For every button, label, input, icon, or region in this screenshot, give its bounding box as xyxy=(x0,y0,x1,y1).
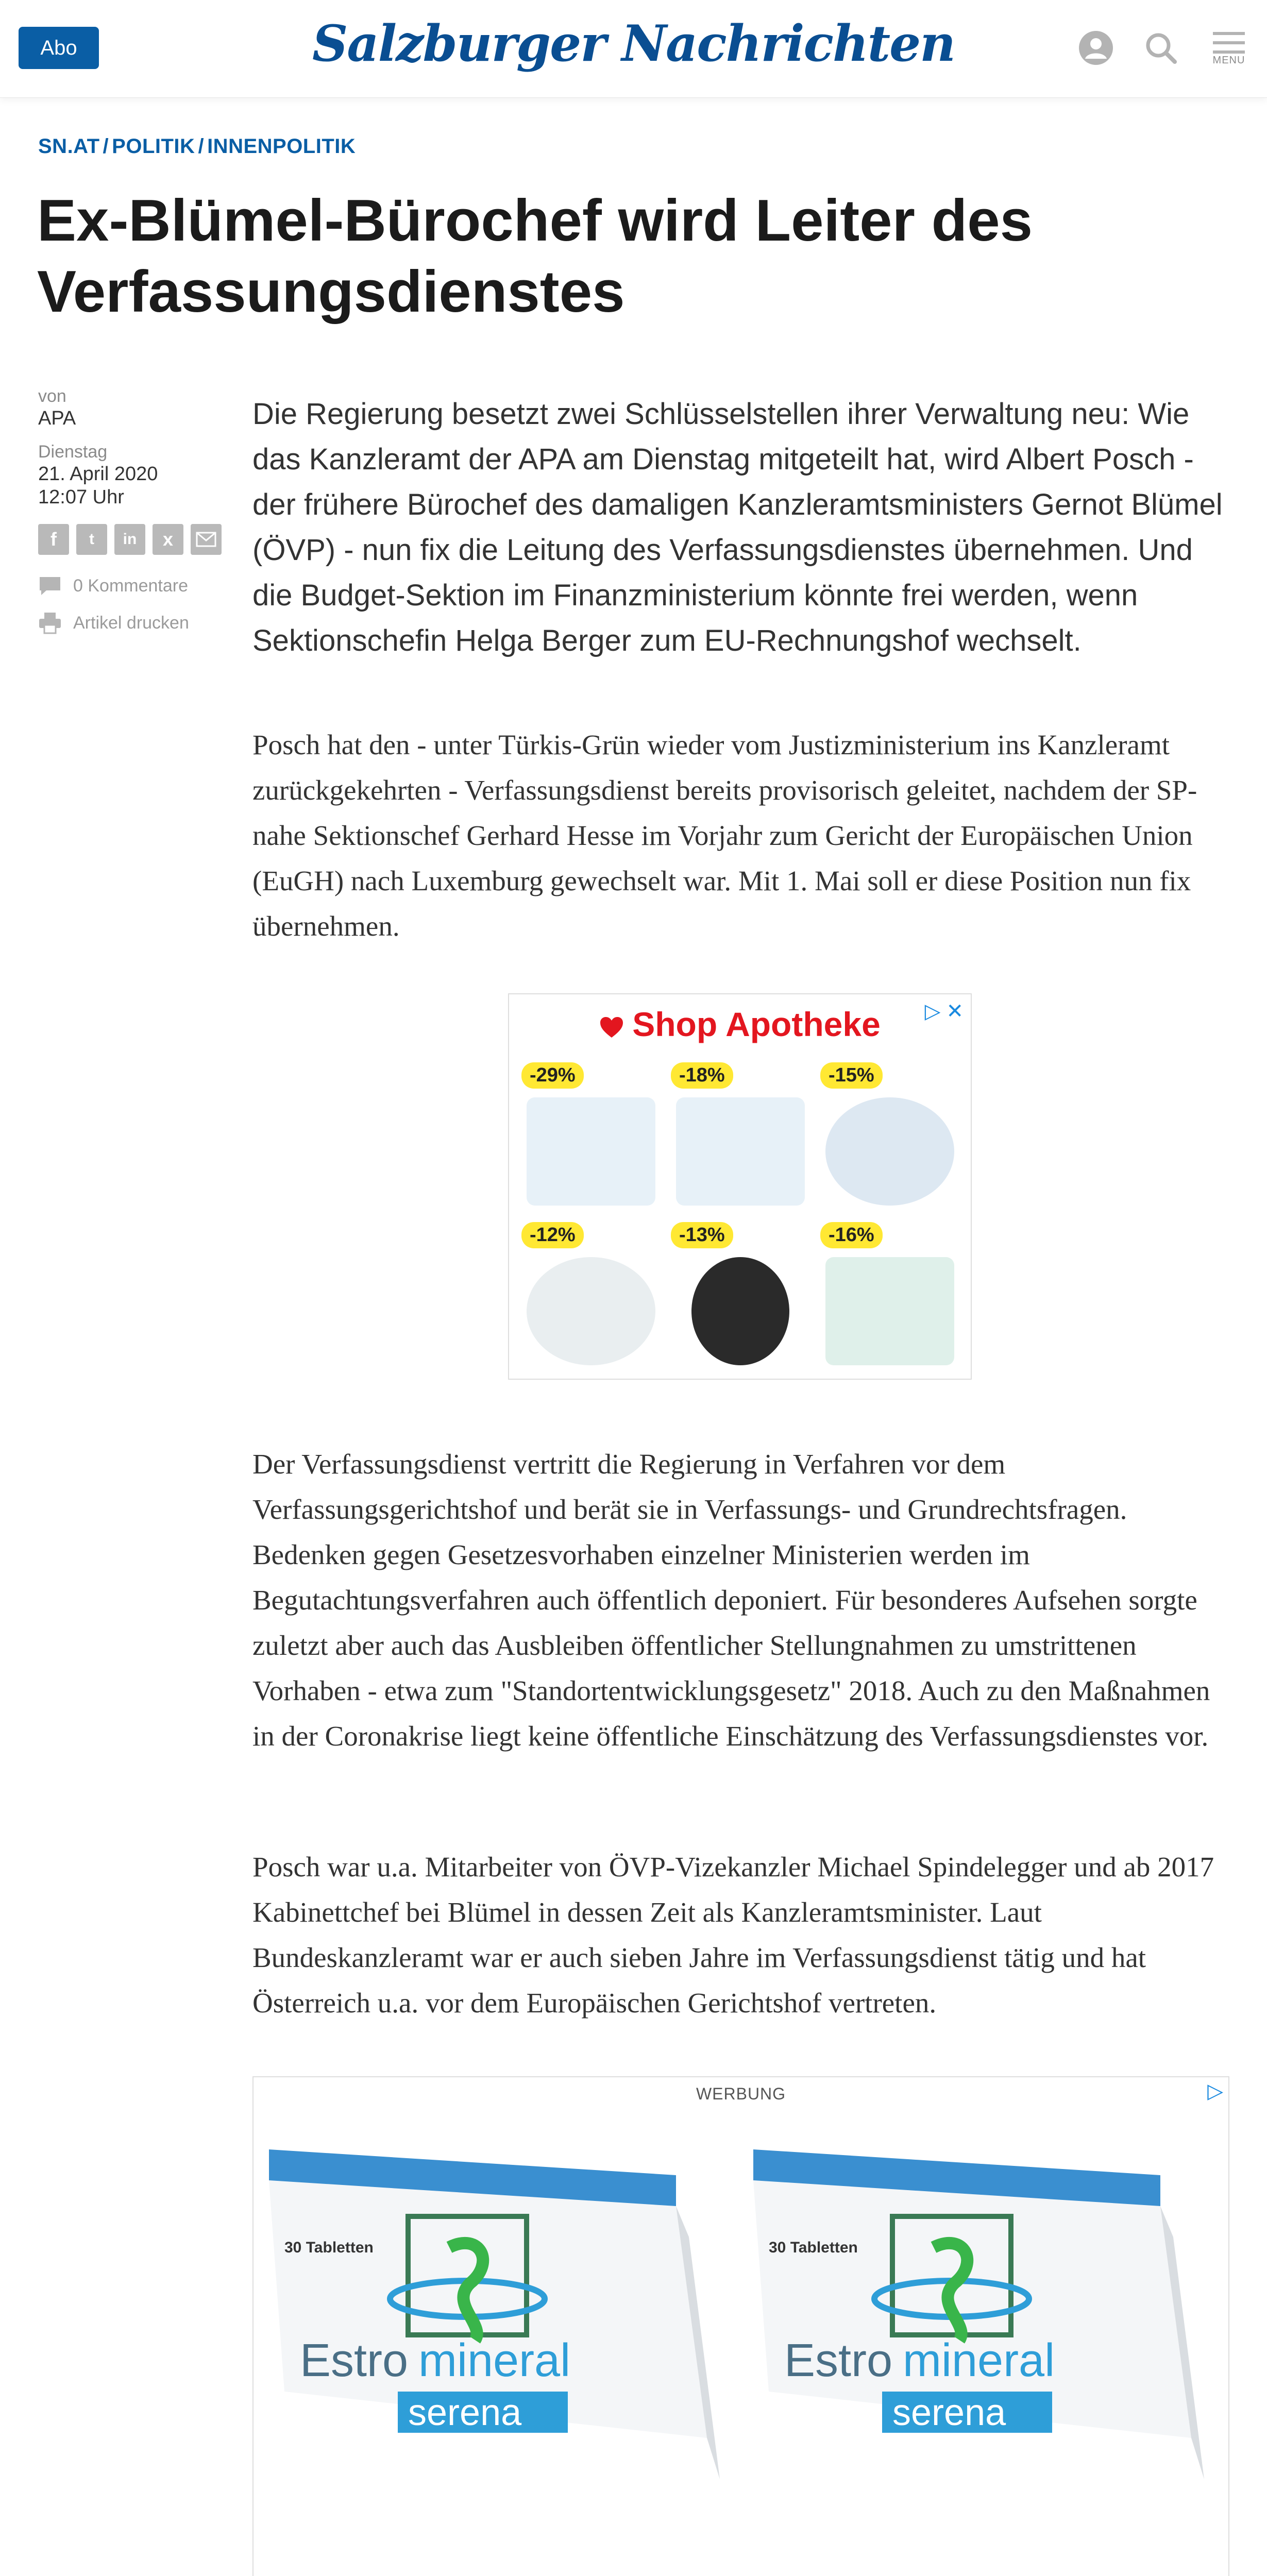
product-image xyxy=(691,1257,789,1365)
advertisement-shop-apotheke[interactable] xyxy=(508,993,972,1380)
breadcrumb-item-politik[interactable]: POLITIK xyxy=(112,135,195,158)
author-label: von xyxy=(38,386,66,406)
facebook-icon[interactable]: f xyxy=(38,524,69,555)
ad-product-tile[interactable] xyxy=(666,1056,815,1216)
svg-text:serena: serena xyxy=(892,2392,1006,2433)
product-pack-image xyxy=(738,2149,1207,2551)
discount-badge: -18% xyxy=(671,1062,733,1089)
discount-badge: -13% xyxy=(671,1222,733,1248)
search-icon[interactable] xyxy=(1143,30,1179,66)
day-label: Dienstag xyxy=(38,442,108,462)
site-header xyxy=(0,0,1267,98)
breadcrumb-item-innenpolitik[interactable]: INNENPOLITIK xyxy=(207,135,356,158)
svg-text:30 Tabletten: 30 Tabletten xyxy=(284,2239,374,2256)
xing-icon[interactable]: x xyxy=(153,524,183,555)
print-link[interactable] xyxy=(38,612,224,634)
menu-label[interactable]: MENU xyxy=(1212,55,1245,66)
linkedin-icon[interactable]: in xyxy=(114,524,145,555)
twitter-icon[interactable]: t xyxy=(76,524,107,555)
discount-badge: -12% xyxy=(521,1222,584,1248)
svg-text:Estro: Estro xyxy=(300,2335,409,2386)
article-paragraph: Posch hat den - unter Türkis-Grün wieder vom Justizministerium ins Kanzleramt zurückgekehrten - Verfassungsdienst bereits provisorisch geleitet, nachdem der SP-nahe Sektionschef Gerhard Hesse im Vorjahr zum Gericht der Europäischen Union (EuGH) nach Luxemburg gewechselt war. Mit 1. Mai soll er diese Position nun fix übernehmen. xyxy=(252,729,1197,942)
ad-brand: Shop Apotheke xyxy=(509,1005,971,1044)
svg-text:Estro: Estro xyxy=(784,2335,893,2386)
article-meta xyxy=(38,386,224,634)
email-icon[interactable] xyxy=(191,524,222,555)
adchoices-icon[interactable]: ▷ ✕ xyxy=(924,1000,964,1023)
ad-product-tile[interactable] xyxy=(516,1056,666,1216)
site-logo[interactable]: Salzburger Nachrichten xyxy=(312,14,955,73)
product-image xyxy=(825,1097,954,1206)
author-name: APA xyxy=(38,408,76,429)
article-paragraph: Der Verfassungsdienst vertritt die Regierung in Verfahren vor dem Verfassungsgerichtshof und berät sie in Verfassungs- und Grundrechtsfragen. Bedenken gegen Gesetzesvorhaben einzelner Ministerien werden im Begutachtungsverfahren auch öffentlich deponiert. Für besonderes Aufsehen sorgte zuletzt aber auch das Ausbleiben öffentlicher Stellungnahmen zu umstrittenen Vorhaben - etwa zum "Standortentwicklungsgesetz" 2018. Auch zu den Maßnahmen in der Coronakrise liegt keine öffentliche Einschätzung des Verfassungsdienstes vor. xyxy=(252,1448,1210,1752)
ad-label: WERBUNG xyxy=(696,2084,786,2103)
product-image xyxy=(676,1097,805,1206)
publish-time: 12:07 Uhr xyxy=(38,486,124,508)
product-image xyxy=(527,1097,655,1206)
comments-count: 0 Kommentare xyxy=(73,575,188,596)
product-pack-image xyxy=(254,2149,722,2551)
print-label: Artikel drucken xyxy=(73,613,189,633)
article-title: Ex-Blümel-Bürochef wird Leiter des Verfassungsdienstes xyxy=(37,188,1033,325)
ad-product-tile[interactable] xyxy=(516,1216,666,1376)
ad-product-tile[interactable] xyxy=(815,1216,965,1376)
svg-text:mineral: mineral xyxy=(418,2335,571,2386)
printer-icon xyxy=(38,612,62,634)
abo-button[interactable]: Abo xyxy=(19,27,99,69)
ad-product-tile[interactable] xyxy=(815,1056,965,1216)
article-paragraph: Posch war u.a. Mitarbeiter von ÖVP-Vizekanzler Michael Spindelegger und ab 2017 Kabinettchef bei Blümel in dessen Zeit als Kanzleramtsminister. Laut Bundeskanzleramt war er auch sieben Jahre im Verfassungsdienst tätig und hat Österreich u.a. vor dem Europäischen Gerichtshof vertreten. xyxy=(252,1851,1214,2019)
discount-badge: -16% xyxy=(820,1222,883,1248)
comments-link[interactable] xyxy=(38,575,224,596)
article-lead: Die Regierung besetzt zwei Schlüsselstellen ihrer Verwaltung neu: Wie das Kanzleramt der APA am Dienstag mitgeteilt hat, wird Albert Posch - der frühere Bürochef des damaligen Kanzleramtsministers Gernot Blümel (ÖVP) - nun fix die Leitung des Verfassungsdienstes übernehmen. Und die Budget-Sektion im Finanzministerium könnte frei werden, wenn Sektionschefin Helga Berger zum EU-Rechnungshof wechselt. xyxy=(252,397,1223,657)
heart-icon xyxy=(599,1016,624,1039)
breadcrumb: SN.AT / POLITIK / INNENPOLITIK xyxy=(38,135,356,158)
svg-text:30 Tabletten: 30 Tabletten xyxy=(769,2239,858,2256)
discount-badge: -29% xyxy=(521,1062,584,1089)
svg-text:mineral: mineral xyxy=(903,2335,1055,2386)
ad-product-tile[interactable] xyxy=(666,1216,815,1376)
adchoices-icon[interactable]: ▷ xyxy=(1207,2080,1223,2103)
discount-badge: -15% xyxy=(820,1062,883,1089)
svg-text:serena: serena xyxy=(408,2392,522,2433)
breadcrumb-item-snat[interactable]: SN.AT xyxy=(38,135,100,158)
product-image xyxy=(825,1257,954,1365)
product-image xyxy=(527,1257,655,1365)
share-buttons xyxy=(38,524,224,555)
publish-date: 21. April 2020 xyxy=(38,463,158,485)
advertisement-estromineral[interactable] xyxy=(252,2076,1229,2576)
user-icon[interactable] xyxy=(1078,30,1114,66)
comment-icon xyxy=(38,575,62,596)
